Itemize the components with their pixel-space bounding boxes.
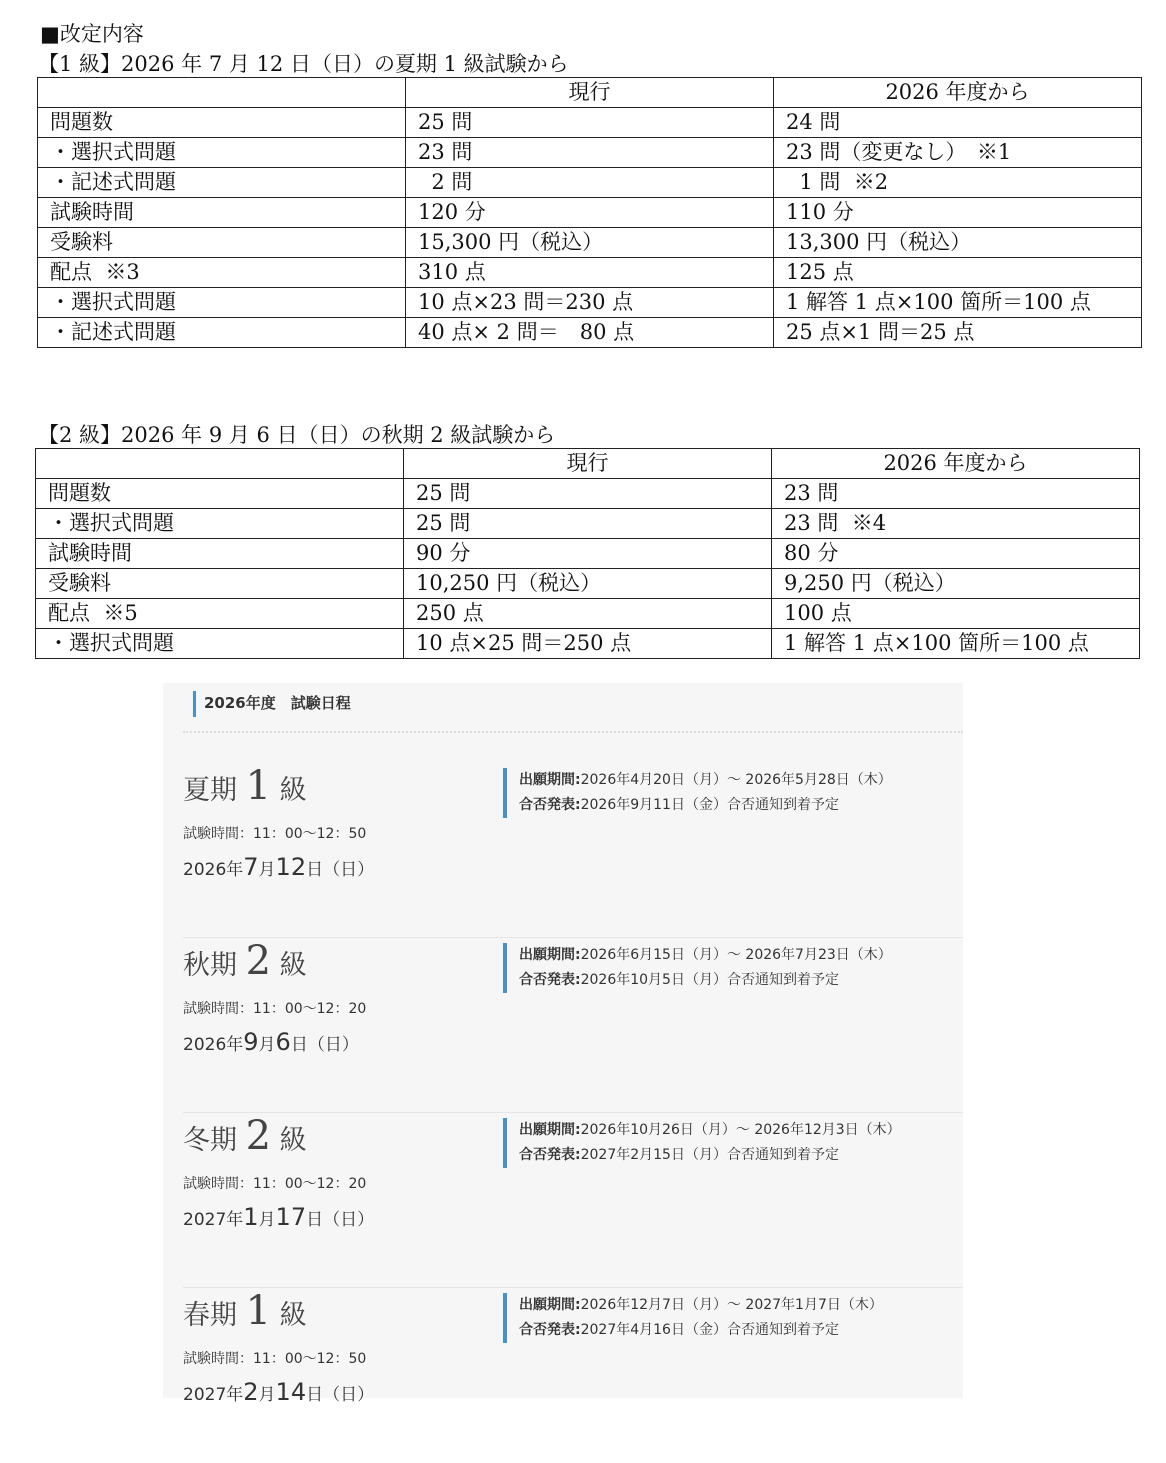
application-period: 2026年6月15日（月）～ 2026年7月23日（木） bbox=[580, 947, 892, 963]
table-cell: 25 点×1 問＝25 点 bbox=[774, 318, 1142, 348]
table-cell: 23 問 ※4 bbox=[772, 509, 1140, 539]
table-cell: 24 問 bbox=[774, 108, 1142, 138]
table-cell: 配点 ※5 bbox=[36, 599, 404, 629]
column-header bbox=[38, 78, 406, 108]
month: 7 bbox=[243, 853, 259, 881]
exam-time: 試験時間：11：00〜12：20 bbox=[183, 1001, 367, 1017]
application-label: 出願期間: bbox=[519, 1297, 581, 1313]
table-cell: ・選択式問題 bbox=[36, 629, 404, 659]
table-row bbox=[38, 318, 1142, 348]
table-cell: 25 問 bbox=[406, 108, 774, 138]
exam-date bbox=[183, 1203, 374, 1231]
exam-info bbox=[503, 768, 892, 818]
application-row bbox=[519, 943, 892, 968]
day-unit: 日（日） bbox=[306, 1210, 375, 1230]
table-cell: 100 点 bbox=[772, 599, 1140, 629]
table-cell: 25 問 bbox=[404, 509, 772, 539]
result-date: 2027年2月15日（月）合否通知到着予定 bbox=[580, 1147, 839, 1163]
table-cell: ・記述式問題 bbox=[38, 168, 406, 198]
result-label: 合否発表: bbox=[519, 1147, 581, 1163]
table-cell: 試験時間 bbox=[38, 198, 406, 228]
table-header-row bbox=[38, 78, 1142, 108]
table-row bbox=[38, 228, 1142, 258]
day: 17 bbox=[275, 1203, 307, 1231]
table-cell: ・選択式問題 bbox=[36, 509, 404, 539]
table-cell: 23 問（変更なし） ※1 bbox=[774, 138, 1142, 168]
table-cell: 1 解答 1 点×100 箇所＝100 点 bbox=[772, 629, 1140, 659]
table-cell: 90 分 bbox=[404, 539, 772, 569]
table-row bbox=[36, 569, 1140, 599]
table-cell: 25 問 bbox=[404, 479, 772, 509]
year: 2026年 bbox=[183, 860, 244, 880]
table-cell: 10 点×25 問＝250 点 bbox=[404, 629, 772, 659]
table-header-row bbox=[36, 449, 1140, 479]
column-header: 現行 bbox=[406, 78, 774, 108]
table-row bbox=[36, 479, 1140, 509]
table-cell: 問題数 bbox=[36, 479, 404, 509]
table-row bbox=[38, 108, 1142, 138]
kyu-label: 級 bbox=[279, 1300, 307, 1331]
column-header bbox=[36, 449, 404, 479]
table-cell: 受験料 bbox=[36, 569, 404, 599]
schedule-item bbox=[183, 1288, 963, 1463]
day-unit: 日（日） bbox=[306, 860, 375, 880]
table-cell: 15,300 円（税込） bbox=[406, 228, 774, 258]
table-cell: 問題数 bbox=[38, 108, 406, 138]
table-cell: 120 分 bbox=[406, 198, 774, 228]
table-cell: ・選択式問題 bbox=[38, 288, 406, 318]
month: 9 bbox=[243, 1028, 259, 1056]
table-cell: 10 点×23 問＝230 点 bbox=[406, 288, 774, 318]
table-row bbox=[38, 168, 1142, 198]
table-row bbox=[38, 198, 1142, 228]
table-row bbox=[36, 539, 1140, 569]
table-cell: 23 問 bbox=[772, 479, 1140, 509]
result-label: 合否発表: bbox=[519, 1322, 581, 1338]
level2-table bbox=[35, 448, 1140, 659]
schedule-item bbox=[183, 763, 963, 938]
table-cell: 40 点× 2 問＝ 80 点 bbox=[406, 318, 774, 348]
table-cell: 1 解答 1 点×100 箇所＝100 点 bbox=[774, 288, 1142, 318]
table-cell: 80 分 bbox=[772, 539, 1140, 569]
table-cell: ・選択式問題 bbox=[38, 138, 406, 168]
application-period: 2026年12月7日（月）～ 2027年1月7日（木） bbox=[580, 1297, 883, 1313]
day-unit: 日（日） bbox=[306, 1385, 375, 1405]
kyu-label: 級 bbox=[279, 950, 307, 981]
table-cell: ・記述式問題 bbox=[38, 318, 406, 348]
schedule-heading: 2026年度 試験日程 bbox=[193, 691, 351, 717]
exam-date bbox=[183, 1378, 374, 1406]
exam-date bbox=[183, 1028, 359, 1056]
application-period: 2026年4月20日（月）～ 2026年5月28日（木） bbox=[580, 772, 892, 788]
year: 2027年 bbox=[183, 1210, 244, 1230]
table-row bbox=[38, 138, 1142, 168]
table-cell: 13,300 円（税込） bbox=[774, 228, 1142, 258]
application-period: 2026年10月26日（月）～ 2026年12月3日（木） bbox=[580, 1122, 901, 1138]
level1-table bbox=[37, 77, 1142, 348]
column-header: 現行 bbox=[404, 449, 772, 479]
exam-time: 試験時間：11：00〜12：50 bbox=[183, 826, 367, 842]
month-unit: 月 bbox=[258, 860, 276, 880]
level-number: 1 bbox=[245, 1288, 272, 1334]
level1-title: 【1 級】2026 年 7 月 12 日（日）の夏期 1 級試験から bbox=[38, 52, 569, 76]
exam-time: 試験時間：11：00〜12：50 bbox=[183, 1351, 367, 1367]
schedule-panel bbox=[163, 683, 963, 1406]
exam-title bbox=[183, 938, 307, 984]
exam-info bbox=[503, 1118, 901, 1168]
table-cell: 2 問 bbox=[406, 168, 774, 198]
table-cell: 23 問 bbox=[406, 138, 774, 168]
result-label: 合否発表: bbox=[519, 972, 581, 988]
year: 2027年 bbox=[183, 1385, 244, 1405]
section-heading: ■改定内容 bbox=[40, 22, 144, 46]
exam-title bbox=[183, 1288, 307, 1334]
exam-date bbox=[183, 853, 374, 881]
season: 春期 bbox=[183, 1300, 237, 1331]
kyu-label: 級 bbox=[279, 1125, 307, 1156]
table-cell: 110 分 bbox=[774, 198, 1142, 228]
kyu-label: 級 bbox=[279, 775, 307, 806]
level2-title: 【2 級】2026 年 9 月 6 日（日）の秋期 2 級試験から bbox=[38, 423, 556, 447]
season: 冬期 bbox=[183, 1125, 237, 1156]
month-unit: 月 bbox=[258, 1035, 276, 1055]
exam-info bbox=[503, 943, 892, 993]
schedule-item bbox=[183, 1113, 963, 1288]
exam-time: 試験時間：11：00〜12：20 bbox=[183, 1176, 367, 1192]
result-date: 2027年4月16日（金）合否通知到着予定 bbox=[580, 1322, 839, 1338]
application-row bbox=[519, 1293, 883, 1318]
month-unit: 月 bbox=[258, 1385, 276, 1405]
table-row bbox=[38, 288, 1142, 318]
day: 6 bbox=[275, 1028, 291, 1056]
result-row bbox=[519, 968, 892, 993]
result-row bbox=[519, 793, 892, 818]
exam-info bbox=[503, 1293, 883, 1343]
season: 秋期 bbox=[183, 950, 237, 981]
result-date: 2026年10月5日（月）合否通知到着予定 bbox=[580, 972, 839, 988]
application-row bbox=[519, 1118, 901, 1143]
application-label: 出願期間: bbox=[519, 772, 581, 788]
level-number: 1 bbox=[245, 763, 272, 809]
result-label: 合否発表: bbox=[519, 797, 581, 813]
day: 14 bbox=[275, 1378, 307, 1406]
table-cell: 1 問 ※2 bbox=[774, 168, 1142, 198]
result-row bbox=[519, 1143, 901, 1168]
table-row bbox=[36, 509, 1140, 539]
result-date: 2026年9月11日（金）合否通知到着予定 bbox=[580, 797, 839, 813]
year: 2026年 bbox=[183, 1035, 244, 1055]
month: 2 bbox=[243, 1378, 259, 1406]
table-cell: 受験料 bbox=[38, 228, 406, 258]
table-cell: 配点 ※3 bbox=[38, 258, 406, 288]
schedule-item bbox=[183, 938, 963, 1113]
month: 1 bbox=[243, 1203, 259, 1231]
day: 12 bbox=[275, 853, 307, 881]
exam-title bbox=[183, 1113, 307, 1159]
column-header: 2026 年度から bbox=[774, 78, 1142, 108]
table-cell: 試験時間 bbox=[36, 539, 404, 569]
table-row bbox=[38, 258, 1142, 288]
table-cell: 125 点 bbox=[774, 258, 1142, 288]
season: 夏期 bbox=[183, 775, 237, 806]
application-row bbox=[519, 768, 892, 793]
table-cell: 10,250 円（税込） bbox=[404, 569, 772, 599]
table-cell: 250 点 bbox=[404, 599, 772, 629]
month-unit: 月 bbox=[258, 1210, 276, 1230]
exam-title bbox=[183, 763, 307, 809]
level-number: 2 bbox=[245, 1113, 272, 1159]
table-cell: 9,250 円（税込） bbox=[772, 569, 1140, 599]
application-label: 出願期間: bbox=[519, 1122, 581, 1138]
table-cell: 310 点 bbox=[406, 258, 774, 288]
day-unit: 日（日） bbox=[290, 1035, 359, 1055]
table-row bbox=[36, 599, 1140, 629]
divider bbox=[183, 731, 963, 733]
level-number: 2 bbox=[245, 938, 272, 984]
column-header: 2026 年度から bbox=[772, 449, 1140, 479]
result-row bbox=[519, 1318, 883, 1343]
table-row bbox=[36, 629, 1140, 659]
application-label: 出願期間: bbox=[519, 947, 581, 963]
